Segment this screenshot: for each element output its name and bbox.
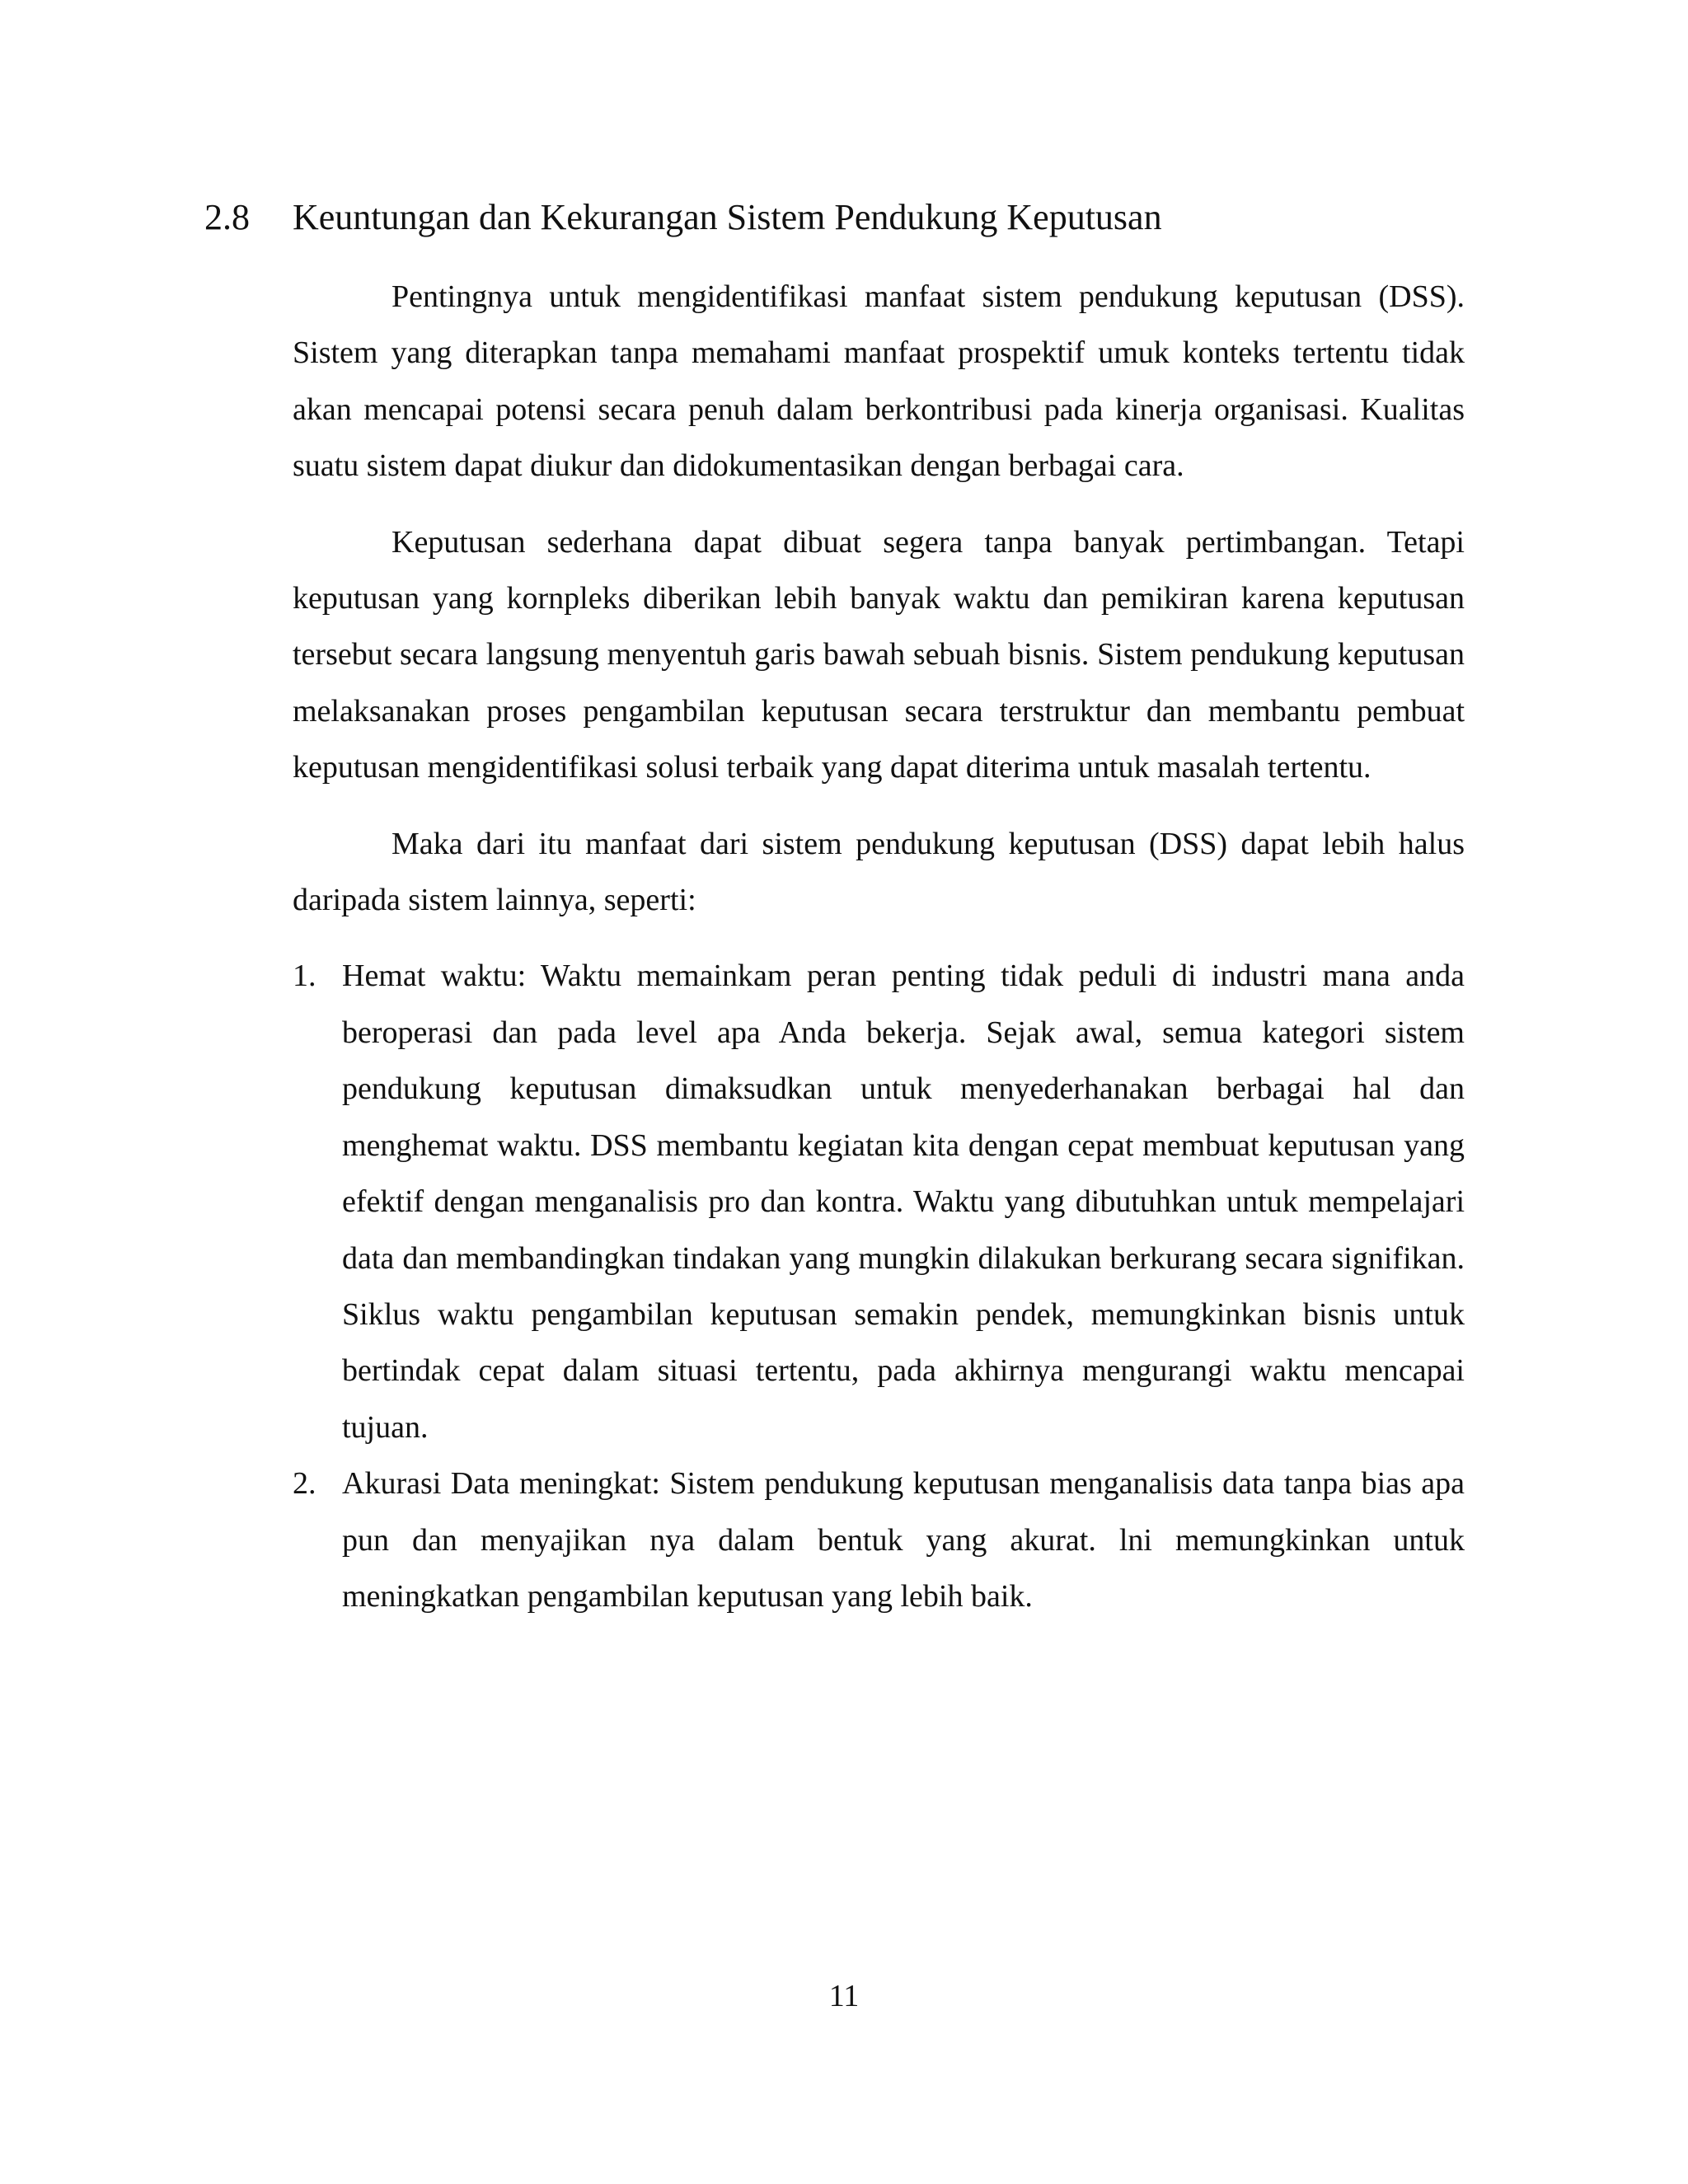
paragraph: Maka dari itu manfaat dari sistem pendukung keputusan (DSS) dapat lebih halus daripada sistem lainnya, seperti: (293, 826, 1465, 918)
section-heading (204, 191, 1162, 244)
section-number: 2.8 (204, 197, 250, 237)
list-item-text: Hemat waktu: Waktu memainkam peran penting tidak peduli di industri mana anda beroperasi dan pada level apa Anda bekerja. Sejak awal, semua kategori sistem pendukung keputusan dimaksudkan untuk menyederhanakan berbagai hal dan menghemat waktu. DSS membantu kegiatan kita dengan cepat membuat keputusan yang efektif dengan menganalisis pro dan kontra. Waktu yang dibutuhkan untuk mempelajari data dan membandingkan tindakan yang mungkin dilakukan berkurang secara signifikan. Siklus waktu pengambilan keputusan semakin pendek, memungkinkan bisnis untuk bertindak cepat dalam situasi tertentu, pada akhirnya mengurangi waktu mencapai tujuan. (342, 958, 1465, 1445)
paragraph: Pentingnya untuk mengidentifikasi manfaat sistem pendukung keputusan (DSS). Sistem yang diterapkan tanpa memahami manfaat prospektif umuk konteks tertentu tidak akan mencapai potensi secara penuh dalam berkontribusi pada kinerja organisasi. Kualitas suatu sistem dapat diukur dan didokumentasikan dengan berbagai cara. (293, 279, 1465, 484)
benefits-list (293, 948, 1465, 1624)
page-number: 11 (828, 1979, 860, 2013)
list-marker: 2. (293, 1466, 316, 1502)
section-title: Keuntungan dan Kekurangan Sistem Pendukung Keputusan (293, 197, 1162, 237)
list-marker: 1. (293, 958, 316, 994)
list-item-text: Akurasi Data meningkat: Sistem pendukung keputusan menganalisis data tanpa bias apa pun dan menyajikan nya dalam bentuk yang akurat. lni memungkinkan untuk meningkatkan pengambilan keputusan yang lebih baik. (342, 1466, 1465, 1614)
list-item (293, 948, 1465, 1455)
paragraph: Keputusan sederhana dapat dibuat segera tanpa banyak pertimbangan. Tetapi keputusan yang kornpleks diberikan lebih banyak waktu dan pemikiran karena keputusan tersebut secara langsung menyentuh garis bawah sebuah bisnis. Sistem pendukung keputusan melaksanakan proses pengambilan keputusan secara terstruktur dan membantu pembuat keputusan mengidentifikasi solusi terbaik yang dapat diterima untuk masalah tertentu. (293, 524, 1465, 785)
list-item (293, 1455, 1465, 1624)
body-content (293, 269, 1465, 1624)
